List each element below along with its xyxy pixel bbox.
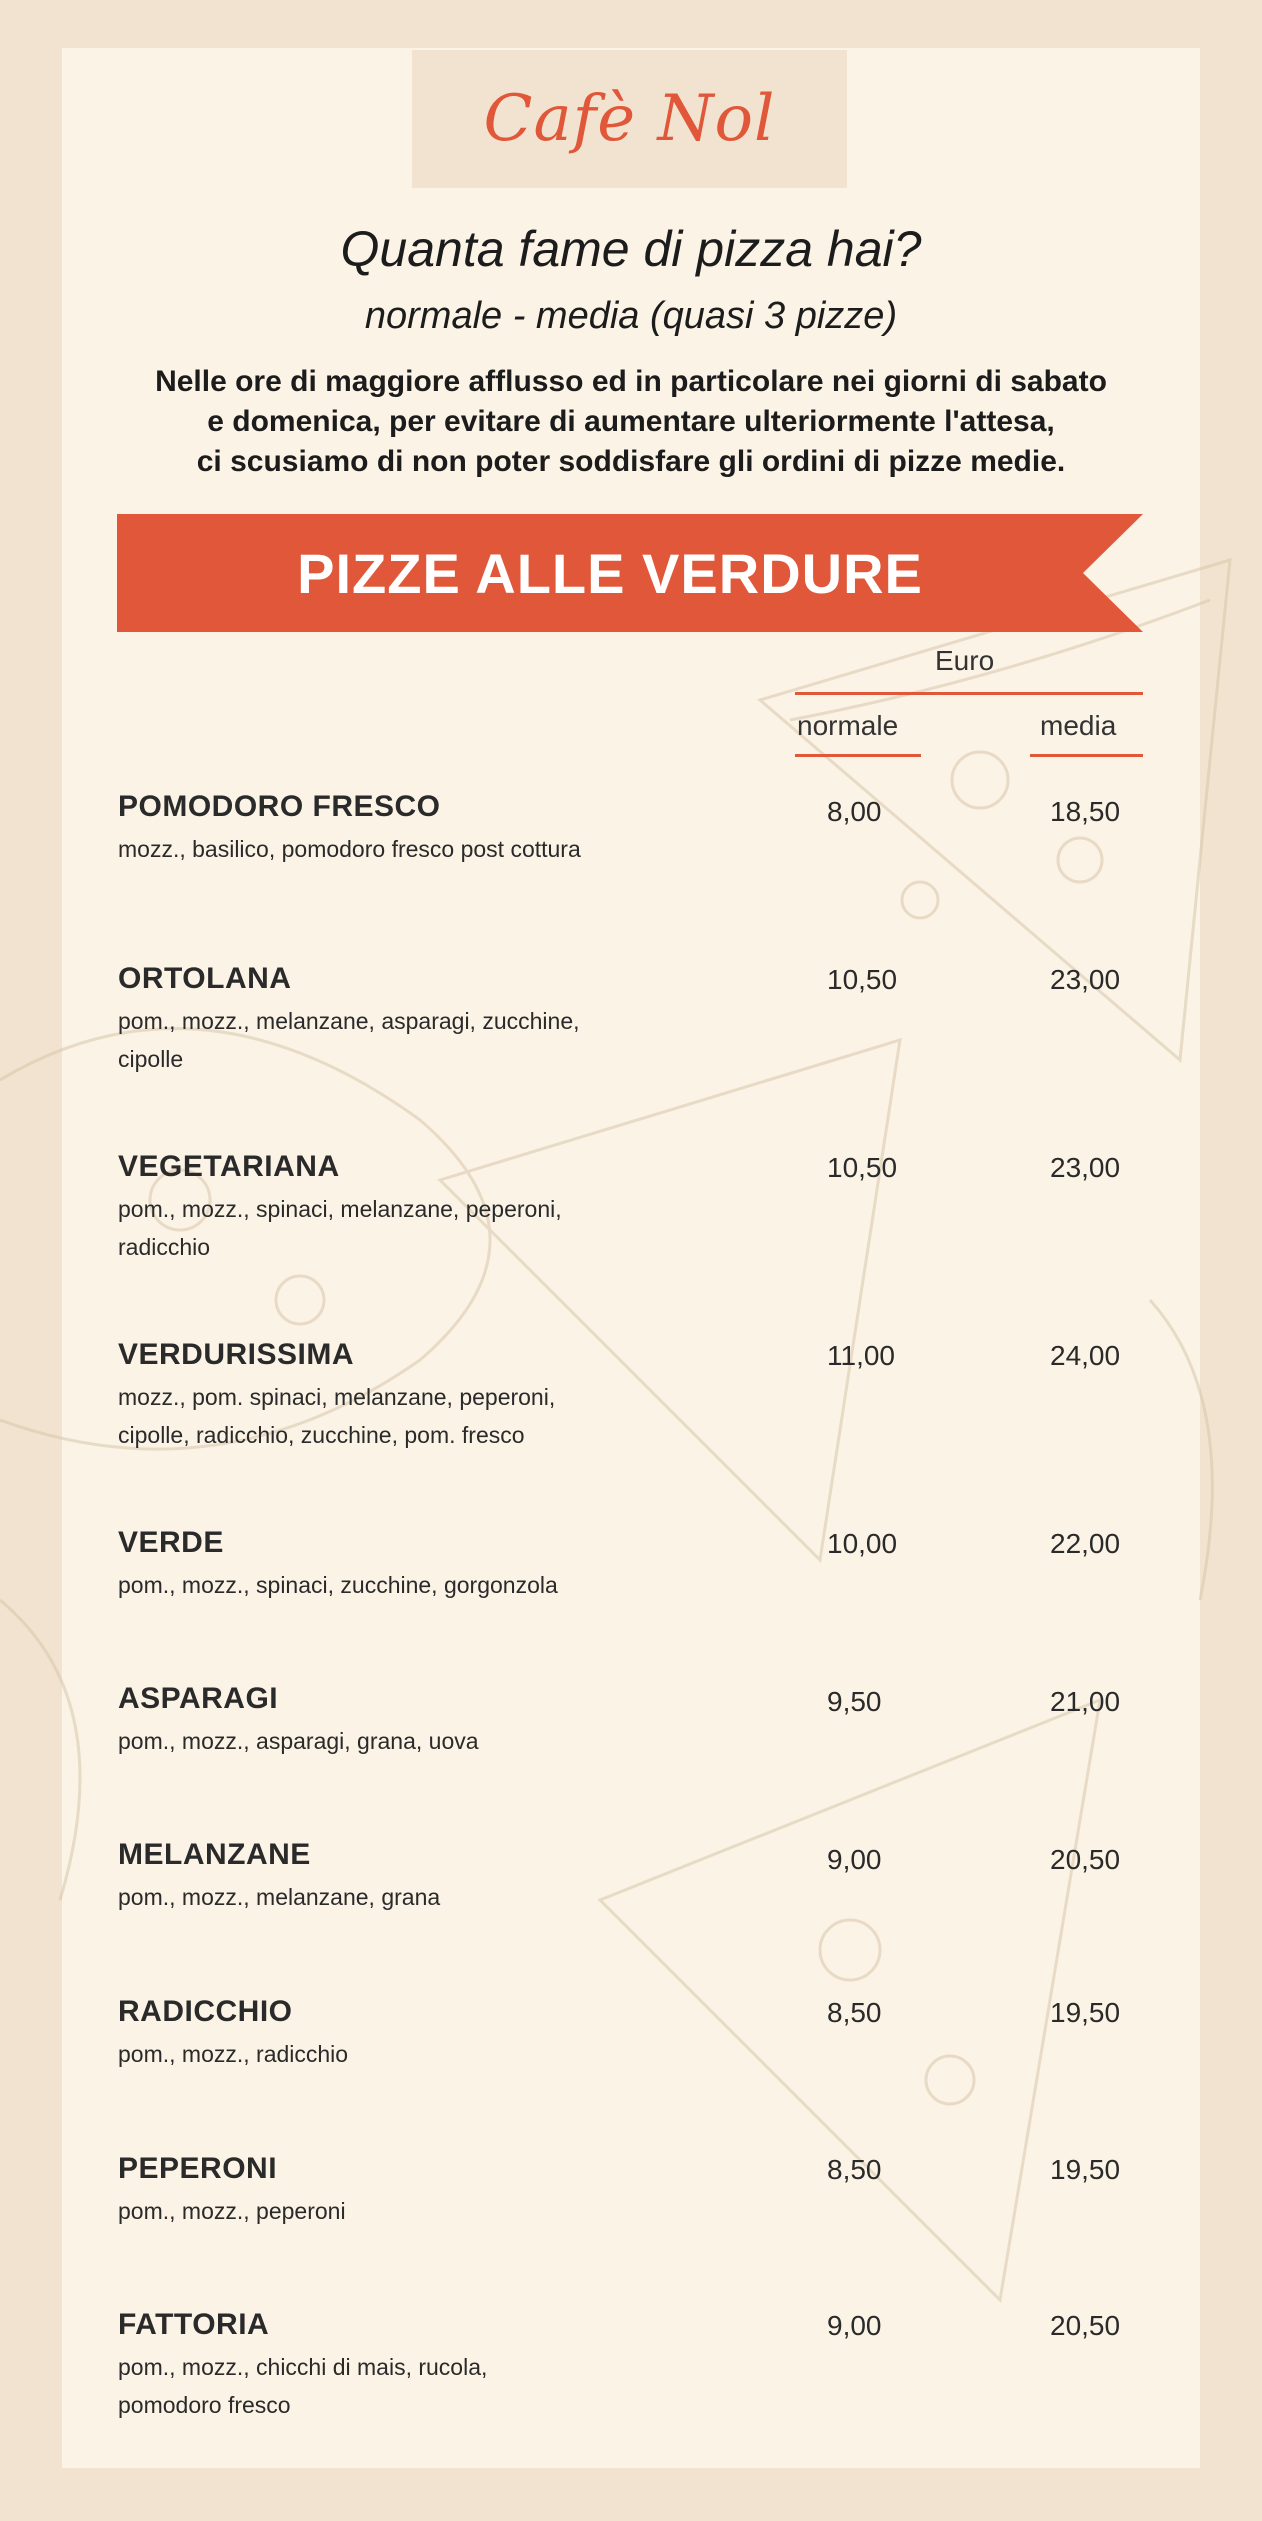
item-description [118, 2192, 678, 2230]
menu-item [118, 2152, 1138, 2230]
item-name: VERDE [118, 1526, 224, 1559]
price-media: 20,50 [1050, 2310, 1121, 2341]
item-name: VERDURISSIMA [118, 1338, 355, 1371]
menu-item [118, 1526, 1138, 1604]
item-name: RADICCHIO [118, 1995, 293, 2028]
header-divider [795, 692, 1143, 695]
desc-line: radicchio [118, 1234, 211, 1260]
item-description [118, 2348, 678, 2424]
item-description [118, 1722, 678, 1760]
price-normale: 8,00 [827, 796, 882, 827]
item-description [118, 1190, 678, 1266]
price-normale: 10,50 [827, 1152, 898, 1183]
desc-line: pom., mozz., peperoni [118, 2198, 346, 2224]
price-media: 23,00 [1050, 964, 1121, 995]
price-normale: 10,50 [827, 964, 898, 995]
normale-underline [795, 754, 921, 757]
desc-line: mozz., pom. spinaci, melanzane, peperoni, [118, 1384, 556, 1410]
menu-item [118, 1838, 1138, 1916]
item-name: FATTORIA [118, 2308, 270, 2341]
item-description [118, 1002, 678, 1078]
item-name: VEGETARIANA [118, 1150, 340, 1183]
notice-line: e domenica, per evitare di aumentare ulteriormente l'attesa, [207, 405, 1055, 438]
desc-line: pom., mozz., chicchi di mais, rucola, [118, 2354, 488, 2380]
item-description [118, 1878, 678, 1916]
menu-item [118, 962, 1138, 1078]
price-normale: 9,50 [827, 1686, 882, 1717]
item-description [118, 830, 678, 868]
price-media: 24,00 [1050, 1340, 1121, 1371]
item-name: MELANZANE [118, 1838, 311, 1871]
menu-item [118, 2308, 1138, 2424]
section-banner [117, 514, 1143, 632]
price-media: 23,00 [1050, 1152, 1121, 1183]
item-name: POMODORO FRESCO [118, 790, 441, 823]
logo-container [412, 50, 847, 188]
price-normale: 9,00 [827, 2310, 882, 2341]
price-normale: 11,00 [827, 1340, 895, 1371]
item-name: ASPARAGI [118, 1682, 279, 1715]
desc-line: pom., mozz., melanzane, asparagi, zucchine, [118, 1008, 580, 1034]
price-media: 19,50 [1050, 2154, 1121, 2185]
item-name: PEPERONI [118, 2152, 278, 2185]
notice-text [100, 362, 1162, 482]
currency-label: Euro [935, 645, 995, 676]
price-media: 21,00 [1050, 1686, 1121, 1717]
price-media: 18,50 [1050, 796, 1121, 827]
price-normale: 9,00 [827, 1844, 882, 1875]
column-header-media: media [1040, 710, 1117, 741]
price-normale: 8,50 [827, 2154, 882, 2185]
desc-line: pom., mozz., melanzane, grana [118, 1884, 441, 1910]
cafe-logo: Cafè Nol [483, 82, 776, 156]
notice-line: Nelle ore di maggiore afflusso ed in particolare nei giorni di sabato [155, 365, 1107, 398]
desc-line: cipolle [118, 1046, 184, 1072]
desc-line: pom., mozz., radicchio [118, 2041, 349, 2067]
price-normale: 8,50 [827, 1997, 882, 2028]
menu-item [118, 1995, 1138, 2073]
menu-item [118, 1150, 1138, 1266]
column-header-normale: normale [797, 710, 899, 741]
subheadline: normale - media (quasi 3 pizze) [364, 295, 898, 337]
menu-item [118, 790, 1138, 868]
desc-line: pom., mozz., spinaci, melanzane, peperoni, [118, 1196, 562, 1222]
desc-line: pom., mozz., asparagi, grana, uova [118, 1728, 479, 1754]
desc-line: pomodoro fresco [118, 2392, 291, 2418]
item-description [118, 1566, 678, 1604]
item-description [118, 2035, 678, 2073]
section-title: PIZZE ALLE VERDURE [297, 541, 923, 605]
price-normale: 10,00 [827, 1528, 898, 1559]
headline: Quanta fame di pizza hai? [340, 221, 922, 277]
item-name: ORTOLANA [118, 962, 292, 995]
menu-item [118, 1682, 1138, 1760]
item-description [118, 1378, 678, 1454]
desc-line: cipolle, radicchio, zucchine, pom. fresco [118, 1422, 525, 1448]
price-media: 22,00 [1050, 1528, 1121, 1559]
desc-line: pom., mozz., spinaci, zucchine, gorgonzola [118, 1572, 558, 1598]
media-underline [1030, 754, 1143, 757]
desc-line: mozz., basilico, pomodoro fresco post cottura [118, 836, 581, 862]
price-media: 19,50 [1050, 1997, 1121, 2028]
price-media: 20,50 [1050, 1844, 1121, 1875]
menu-item [118, 1338, 1138, 1454]
notice-line: ci scusiamo di non poter soddisfare gli ordini di pizze medie. [196, 445, 1066, 478]
